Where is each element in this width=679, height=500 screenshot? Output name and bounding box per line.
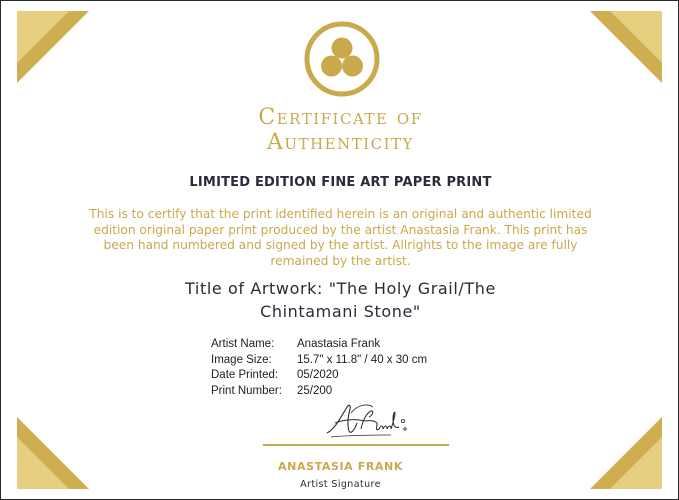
artist-name: ANASTASIA FRANK — [278, 460, 403, 473]
detail-label: Date Printed: — [211, 369, 279, 381]
detail-row — [211, 337, 427, 353]
detail-label: Image Size: — [211, 353, 272, 366]
artwork-title-line1: Title of Artwork: "The Holy Grail/The — [185, 279, 496, 298]
certificate-title-line2: Authenticity — [267, 130, 414, 155]
detail-value: 15.7" x 11.8" / 40 x 30 cm — [297, 353, 428, 366]
detail-row — [211, 368, 427, 384]
artwork-title-line2: Chintamani Stone" — [260, 302, 421, 321]
handwritten-signature — [321, 399, 411, 441]
corner-ornament-icon — [17, 11, 89, 83]
detail-row — [211, 353, 427, 369]
certification-statement: This is to certify that the print identified herein is an original and authentic limited edition original paper print produced by the artist Anastasia Frank. This print has been hand numbered and signed by the artist. Allrights to the image are fully remained by the artist. — [89, 207, 592, 268]
detail-row — [211, 384, 427, 400]
detail-label: Artist Name: — [211, 338, 275, 350]
certificate-title — [1, 105, 679, 155]
detail-value: 25/200 — [297, 384, 333, 397]
detail-label: Print Number: — [211, 384, 282, 397]
corner-ornament-icon — [590, 11, 662, 83]
certificate-subtitle: LIMITED EDITION FINE ART PAPER PRINT — [189, 175, 492, 190]
print-details — [211, 337, 427, 399]
certificate-title-line1: Certificate of — [258, 105, 423, 130]
signature-caption: Artist Signature — [300, 479, 381, 490]
three-circles-seal-icon — [304, 21, 380, 97]
artwork-title — [101, 277, 580, 323]
detail-value: Anastasia Frank — [297, 338, 381, 350]
detail-value: 05/2020 — [297, 369, 339, 381]
signature-line — [263, 444, 449, 446]
